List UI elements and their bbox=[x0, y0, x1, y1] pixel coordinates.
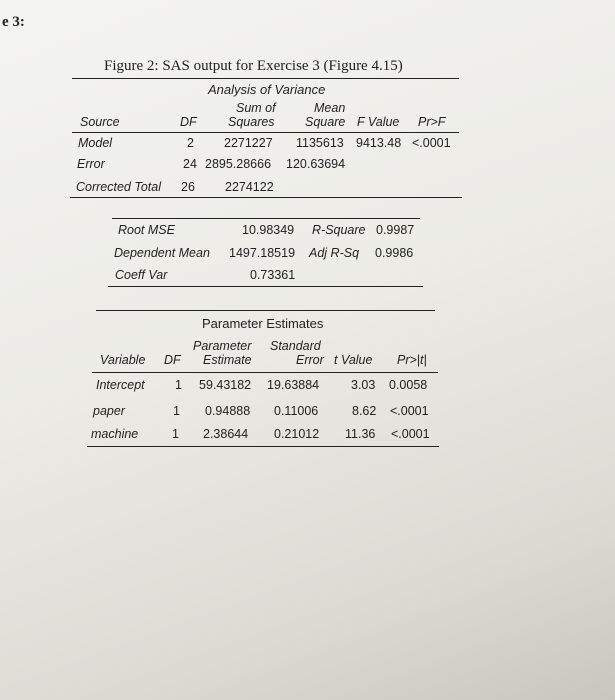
header-pr-t: Pr>|t| bbox=[397, 353, 427, 367]
param-row-paper-variable: paper bbox=[93, 404, 125, 418]
anova-bottom-rule bbox=[70, 197, 462, 198]
params-top-rule bbox=[96, 310, 435, 311]
r-square-label: R-Square bbox=[312, 223, 366, 237]
params-bottom-rule bbox=[87, 446, 439, 447]
root-mse-label: Root MSE bbox=[118, 223, 175, 237]
coeff-var-value: 0.73361 bbox=[250, 268, 296, 282]
param-row-intercept-t: 3.03 bbox=[351, 378, 376, 392]
r-square-value: 0.9987 bbox=[376, 223, 415, 237]
header-f-value: F Value bbox=[357, 115, 400, 129]
header-source: Source bbox=[80, 115, 120, 129]
param-row-paper-estimate: 0.94888 bbox=[205, 404, 251, 418]
dependent-mean-label: Dependent Mean bbox=[114, 246, 210, 260]
adj-r-sq-value: 0.9986 bbox=[375, 246, 414, 260]
param-row-intercept-estimate: 59.43182 bbox=[199, 378, 252, 392]
anova-row-model-df: 2 bbox=[187, 136, 194, 150]
anova-row-model-ms: 1135613 bbox=[296, 136, 344, 150]
param-row-machine-estimate: 2.38644 bbox=[203, 427, 249, 441]
anova-row-error-source: Error bbox=[77, 157, 105, 171]
anova-row-model-f: 9413.48 bbox=[356, 136, 402, 150]
param-row-machine-variable: machine bbox=[91, 427, 139, 441]
root-mse-value: 10.98349 bbox=[242, 223, 295, 237]
anova-row-total-df: 26 bbox=[181, 180, 195, 194]
header-mean: Mean bbox=[314, 101, 346, 115]
header-square: Square bbox=[305, 115, 346, 129]
header-pr-f: Pr>F bbox=[418, 115, 446, 129]
param-row-machine-se: 0.21012 bbox=[274, 427, 320, 441]
header-error: Error bbox=[296, 353, 324, 367]
caption-underline bbox=[72, 78, 459, 79]
param-row-paper-df: 1 bbox=[173, 404, 180, 418]
anova-row-model-p: <.0001 bbox=[412, 136, 451, 150]
param-row-intercept-df: 1 bbox=[175, 378, 182, 392]
anova-header-rule bbox=[72, 132, 459, 133]
header-estimate: Estimate bbox=[203, 353, 252, 367]
param-row-intercept-se: 19.63884 bbox=[267, 378, 320, 392]
figure-caption: Figure 2: SAS output for Exercise 3 (Figure 4.15) bbox=[104, 58, 403, 74]
anova-title: Analysis of Variance bbox=[208, 82, 326, 97]
fit-bottom-rule bbox=[108, 286, 423, 287]
header-parameter: Parameter bbox=[193, 339, 252, 353]
params-title: Parameter Estimates bbox=[202, 316, 324, 331]
exercise-label: e 3: bbox=[2, 14, 25, 30]
header-squares: Squares bbox=[228, 115, 275, 129]
param-row-intercept-p: 0.0058 bbox=[389, 378, 428, 392]
anova-row-total-source: Corrected Total bbox=[76, 180, 161, 194]
param-row-machine-t: 11.36 bbox=[345, 427, 376, 441]
param-row-machine-p: <.0001 bbox=[391, 427, 430, 441]
anova-row-error-ms: 120.63694 bbox=[286, 157, 346, 171]
adj-r-sq-label: Adj R-Sq bbox=[309, 246, 360, 260]
param-row-paper-p: <.0001 bbox=[390, 404, 429, 418]
anova-row-error-df: 24 bbox=[183, 157, 197, 171]
param-row-machine-df: 1 bbox=[172, 427, 179, 441]
fit-top-rule bbox=[112, 218, 420, 219]
header-df: DF bbox=[180, 115, 197, 129]
header-t-value: t Value bbox=[334, 353, 373, 367]
param-row-paper-t: 8.62 bbox=[352, 404, 377, 418]
header-param-df: DF bbox=[164, 353, 181, 367]
param-row-intercept-variable: Intercept bbox=[96, 378, 145, 392]
coeff-var-label: Coeff Var bbox=[115, 268, 168, 282]
header-variable: Variable bbox=[100, 353, 146, 367]
dependent-mean-value: 1497.18519 bbox=[229, 246, 296, 260]
anova-row-model-source: Model bbox=[78, 136, 113, 150]
anova-row-error-ss: 2895.28666 bbox=[205, 157, 272, 171]
anova-row-total-ss: 2274122 bbox=[225, 180, 274, 194]
header-standard: Standard bbox=[270, 339, 321, 353]
anova-row-model-ss: 2271227 bbox=[224, 136, 273, 150]
param-row-paper-se: 0.11006 bbox=[274, 404, 319, 418]
header-sum-of: Sum of bbox=[236, 101, 276, 115]
params-header-rule bbox=[92, 372, 438, 373]
